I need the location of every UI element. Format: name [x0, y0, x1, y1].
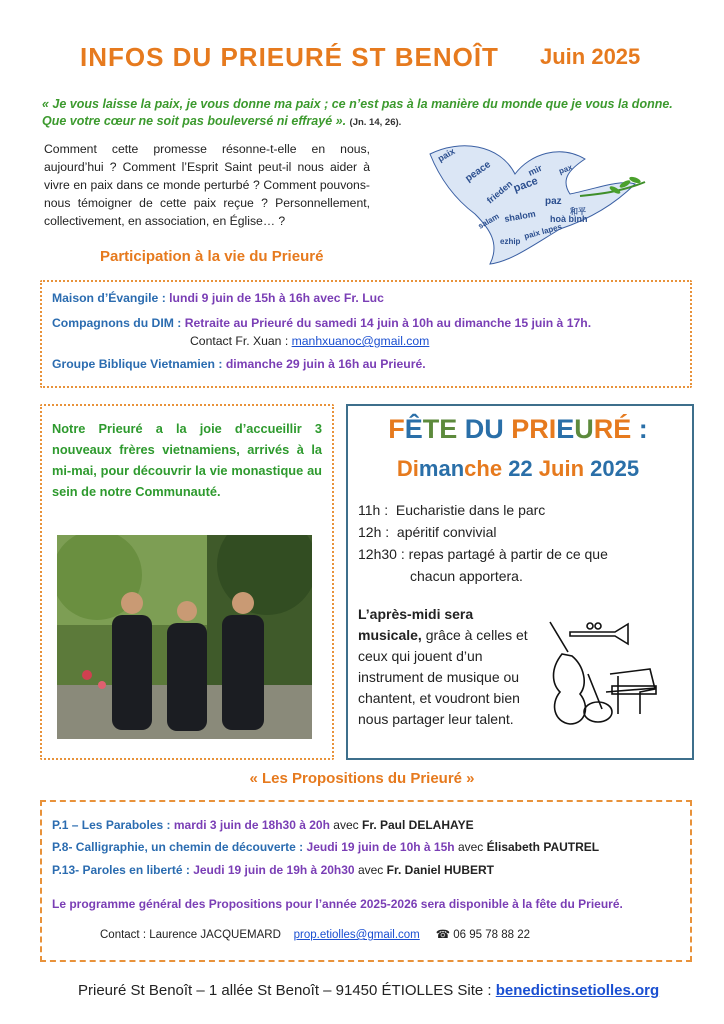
issue-month: Juin 2025: [540, 44, 641, 69]
propositions-contact: [100, 927, 530, 941]
quote-text: « Je vous laisse la paix, je vous donne ma paix ; ce n’est pas à la manière du monde que je vous la donne. Que votre cœur ne soit pas bouleversé ni effrayé ».: [42, 97, 673, 128]
music-text: grâce à celles et ceux qui jouent d’un instrument de musique ou chantent, et voudront bien nous partager leur talent.: [358, 627, 528, 727]
fete-date-part: 2025: [590, 456, 640, 481]
fete-date-part: man: [418, 456, 465, 481]
dove-word: mir: [526, 162, 544, 178]
phone-icon: ☎: [435, 929, 451, 941]
fete-title-part: PRI: [511, 414, 557, 444]
dove-word: paix: [436, 146, 457, 164]
schedule-text: apéritif convivial: [396, 524, 497, 540]
dove-word: 和平: [570, 207, 586, 216]
proposition-with: avec: [357, 863, 384, 877]
participation-item-groupe: [52, 357, 426, 371]
schedule-text: repas partagé à partir de ce que: [408, 546, 608, 562]
dove-word: paix lapes: [523, 222, 563, 241]
fete-title-part: TE: [422, 414, 465, 444]
dove-word: peace: [463, 159, 493, 185]
item-label: Maison d’Évangile :: [52, 291, 166, 305]
schedule-text: Eucharistie dans le parc: [395, 502, 546, 518]
proposition-who: Fr. Paul DELAHAYE: [361, 818, 474, 832]
fete-title-part: Ê: [404, 414, 423, 444]
news-text: Notre Prieuré a la joie d’accueillir 3 nouveaux frères vietnamiens, arrivés à la mi-mai, pour découvrir la vie monastique au sein de notre Communauté.: [52, 421, 322, 499]
proposition-code: P.13- Paroles en liberté :: [52, 863, 190, 877]
fete-title: [346, 414, 690, 445]
fete-date-part: che: [464, 456, 509, 481]
proposition-who: Fr. Daniel HUBERT: [386, 863, 494, 877]
proposition-when: Jeudi 19 juin de 10h à 15h: [306, 840, 455, 854]
proposition-item: [52, 840, 599, 854]
dove-word: paz: [545, 196, 562, 207]
proposition-code: P.1 – Les Paraboles :: [52, 818, 171, 832]
participation-title: Participation à la vie du Prieuré: [100, 248, 324, 265]
fete-title-part: DU: [464, 414, 512, 444]
phone-number: 06 95 78 88 22: [453, 929, 531, 941]
schedule-time: 11h :: [358, 502, 389, 518]
peace-dove-image: [420, 134, 650, 266]
item-label: Groupe Biblique Vietnamien :: [52, 357, 223, 371]
dove-word: shalom: [503, 208, 537, 224]
dim-contact: [190, 334, 429, 348]
fete-title-part: E: [556, 414, 575, 444]
schedule-time: 12h :: [358, 524, 390, 540]
fete-title-part: U: [574, 414, 594, 444]
proposition-when: Jeudi 19 juin de 19h à 20h30: [193, 863, 355, 877]
fete-date: [346, 456, 690, 482]
programme-note: Le programme général des Propositions pour l’année 2025-2026 sera disponible à la fête du Prieuré.: [52, 897, 623, 911]
footer-site-link[interactable]: benedictinsetiolles.org: [495, 982, 660, 999]
item-value: dimanche 29 juin à 16h au Prieuré.: [225, 357, 426, 371]
music-instruments-icon: [540, 614, 660, 732]
proposition-with: avec: [333, 818, 359, 832]
fete-title-part: :: [631, 414, 648, 444]
schedule-item: [358, 500, 545, 520]
participation-item-dim: [52, 316, 591, 330]
fete-title-part: RÉ: [593, 414, 632, 444]
fete-date-part: Juin: [538, 456, 591, 481]
proposition-item: [52, 863, 494, 877]
proposition-who: Élisabeth PAUTREL: [486, 840, 600, 854]
participation-item-maison: [52, 291, 384, 305]
dove-word: pax: [557, 162, 574, 176]
bible-quote: [42, 96, 687, 131]
item-value: lundi 9 juin de 15h à 16h avec Fr. Luc: [169, 291, 384, 305]
fete-title-part: F: [388, 414, 405, 444]
proposition-code: P.8- Calligraphie, un chemin de découverte :: [52, 840, 304, 854]
propositions-email-link[interactable]: prop.etiolles@gmail.com: [293, 929, 420, 941]
footer-address: Prieuré St Benoît – 1 allée St Benoît – 91450 ÉTIOLLES Site :: [78, 982, 492, 999]
schedule-item: [358, 544, 608, 564]
intro-paragraph: Comment cette promesse résonne-t-elle en nous, aujourd’hui ? Comment l’Esprit Saint peut-il nous aider à vivre en paix dans ce monde perturbé ? Comment pouvons-nous témoigner de cette paix reçue ? Personnellement, collectivement, en association, en Église… ?: [44, 142, 370, 228]
dove-word: pace: [511, 174, 540, 195]
contact-label: Contact Fr. Xuan :: [190, 334, 289, 348]
item-label: Compagnons du DIM :: [52, 316, 182, 330]
brothers-photo: [57, 535, 312, 739]
dim-contact-email-link[interactable]: manhxuanoc@gmail.com: [291, 334, 430, 348]
music-bold: L’après-midi sera musicale,: [358, 606, 474, 643]
schedule-time: 12h30 :: [358, 546, 405, 562]
proposition-with: avec: [457, 840, 484, 854]
proposition-item: [52, 818, 474, 832]
quote-reference: (Jn. 14, 26).: [349, 117, 402, 128]
music-paragraph: [358, 604, 538, 730]
schedule-continuation: chacun apportera.: [410, 568, 523, 584]
footer: [78, 982, 659, 999]
schedule-item: [358, 522, 497, 542]
fete-date-part: 22: [508, 456, 539, 481]
fete-date-part: Di: [396, 456, 419, 481]
dove-word: frieden: [484, 178, 515, 206]
contact-label: Contact : Laurence JACQUEMARD: [100, 929, 281, 941]
dove-word: hoà bình: [550, 214, 588, 224]
page-title: INFOS DU PRIEURÉ ST BENOÎT: [80, 42, 499, 72]
dove-word: salam: [476, 211, 501, 231]
dove-word: ezhip: [500, 237, 521, 246]
proposition-when: mardi 3 juin de 18h30 à 20h: [173, 818, 330, 832]
propositions-title: « Les Propositions du Prieuré »: [249, 770, 475, 787]
item-value: Retraite au Prieuré du samedi 14 juin à 10h au dimanche 15 juin à 17h.: [184, 316, 592, 330]
